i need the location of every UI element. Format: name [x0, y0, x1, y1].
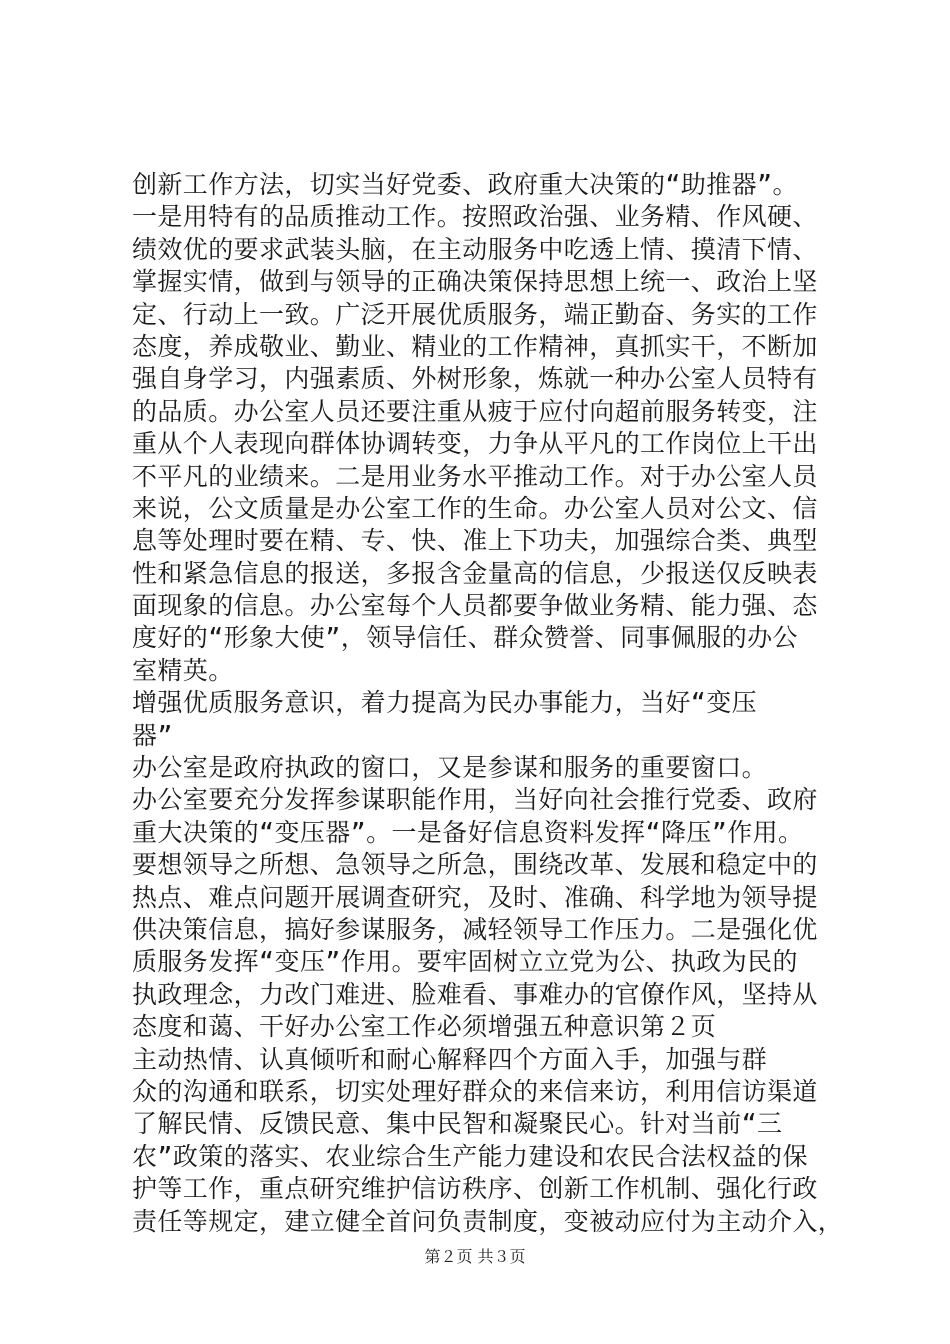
text-line: 的品质。办公室人员还要注重从疲于应付向超前服务转变，注: [132, 396, 818, 426]
text-line: 定、行动上一致。广泛开展优质服务，端正勤奋、务实的工作: [132, 299, 818, 329]
text-line: 度好的“形象大使”，领导信任、群众赞誉、同事佩服的办公: [132, 623, 798, 653]
section-heading-line: 增强优质服务意识，着力提高为民办事能力，当好“变压: [132, 688, 758, 718]
text-line: 重大决策的“变压器”。一是备好信息资料发挥“降压”作用。: [132, 817, 804, 847]
text-line: 供决策信息，搞好参谋服务，减轻领导工作压力。二是强化优: [132, 914, 818, 944]
document-body: [132, 169, 844, 1238]
text-line: 性和紧急信息的报送，多报含金量高的信息，少报送仅反映表: [132, 558, 818, 588]
text-line: 执政理念，力改门难进、脸难看、事难办的官僚作风，坚持从: [132, 979, 818, 1009]
text-line: 了解民情、反馈民意、集中民智和凝聚民心。针对当前“三: [132, 1109, 783, 1139]
text-line: 重从个人表现向群体协调转变，力争从平凡的工作岗位上干出: [132, 429, 818, 459]
text-line: 绩效优的要求武装头脑，在主动服务中吃透上情、摸清下情、: [132, 234, 818, 264]
page-number-indicator: 第２页 共３页: [424, 1247, 526, 1266]
text-line: 热点、难点问题开展调查研究，及时、准确、科学地为领导提: [132, 882, 818, 912]
text-line: 创新工作方法，切实当好党委、政府重大决策的“助推器”。: [132, 170, 798, 199]
text-line: 护等工作，重点研究维护信访秩序、创新工作机制、强化行政: [132, 1174, 818, 1204]
text-line: 农”政策的落实、农业综合生产能力建设和农民合法权益的保: [132, 1141, 808, 1171]
text-line: 态度和蔼、干好办公室工作必须增强五种意识第２页: [132, 1012, 717, 1042]
text-line: 要想领导之所想、急领导之所急，围绕改革、发展和稳定中的: [132, 850, 818, 880]
text-line: 一是用特有的品质推动工作。按照政治强、业务精、作风硬、: [132, 202, 818, 232]
text-line: 主动热情、认真倾听和耐心解释四个方面入手，加强与群: [132, 1044, 768, 1074]
text-line: 责任等规定，建立健全首问负责制度，变被动应付为主动介入，: [132, 1206, 844, 1236]
text-line: 质服务发挥“变压”作用。要牢固树立立党为公、执政为民的: [132, 947, 798, 977]
text-line: 众的沟通和联系，切实处理好群众的来信来访，利用信访渠道: [132, 1076, 818, 1106]
text-line: 态度，养成敬业、勤业、精业的工作精神，真抓实干，不断加: [132, 331, 818, 361]
text-line: 掌握实情，做到与领导的正确决策保持思想上统一、政治上坚: [132, 267, 818, 297]
text-line: 强自身学习，内强素质、外树形象，炼就一种办公室人员特有: [132, 364, 818, 394]
text-line: 息等处理时要在精、专、快、准上下功夫，加强综合类、典型: [132, 526, 818, 556]
text-line: 办公室要充分发挥参谋职能作用，当好向社会推行党委、政府: [132, 785, 818, 815]
text-line: 面现象的信息。办公室每个人员都要争做业务精、能力强、态: [132, 591, 818, 621]
text-line: 办公室是政府执政的窗口，又是参谋和服务的重要窗口。: [132, 753, 768, 783]
page-footer: [0, 1247, 950, 1267]
section-heading-line: 器”: [132, 720, 173, 750]
text-line: 室精英。: [132, 655, 234, 685]
text-line: 来说，公文质量是办公室工作的生命。办公室人员对公文、信: [132, 493, 818, 523]
text-line: 不平凡的业绩来。二是用业务水平推动工作。对于办公室人员: [132, 461, 818, 491]
